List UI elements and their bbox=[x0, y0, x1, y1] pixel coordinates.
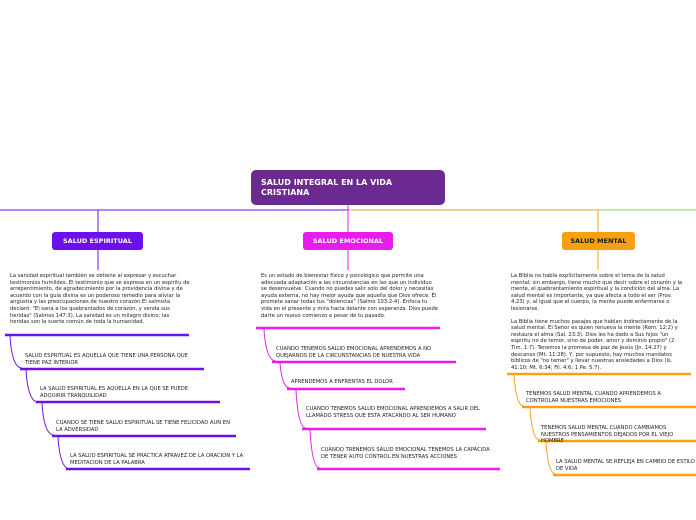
espiritual-topic-4[interactable]: LA SALUD ESPIRITUAL SE PRACTICA ATRAVEZ DE LA ORACION Y LA MEDITACION DE LA PALABRA bbox=[70, 453, 244, 466]
central-topic-title: SALUD INTEGRAL EN LA VIDA CRISTIANA bbox=[261, 178, 393, 197]
espiritual-description[interactable]: La sanidad espiritual también se obtiene al expresar y escuchar testimonios humildes. El testimonio que se expresa en un espíritu de arrepentimiento, de agradecimiento por la providencia divina y de acuerdo con la guía divina es un poderoso remedio para aliviar la angustia y las preocupaciones de nuestro corazón.El salmista declaró: "El sana a los quebrantados de corazón, y venda sus heridas" (Salmos 147:3). La sanidad es un milagro divino; las heridas son la suerte común de toda la humanidad. bbox=[10, 273, 190, 326]
branch-salud-emocional[interactable] bbox=[303, 232, 393, 250]
branch-salud-mental[interactable] bbox=[562, 232, 635, 250]
emocional-topic-1[interactable]: CUANDO TENEMOS SALUD EMOCIONAL APRENDEMOS A NO QUEJARNOS DE LA CIRCUNSTANCIAS DE NUESTRA VIDA bbox=[276, 346, 432, 359]
branch-label: SALUD EMOCIONAL bbox=[312, 237, 384, 245]
mental-description-paragraph-2: La Biblia tiene muchos pasajes que hablan indirectamente de la salud mental. El Señor es quien renueva la mente (Rom. 12:2) y restaura el alma (Sal. 23:3). Dios les ha dado a Sus hijos "un espíritu no de temor, sino de poder, amor y dominio propio" (2 Tim. 1:7). Tenemos la promesa de paz de Jesús (Jn. 14:27) y descanso (Mt. 11:28). Y, por supuesto, hay muchos mandatos bíblicos de "no temer" y llevar nuestras ansiedades a Dios (Is. 41:10; Mt. 6:34; Fil. 4:6; 1 Pe. 5:7). bbox=[511, 318, 678, 371]
branch-label: SALUD ESPIRITUAL bbox=[63, 237, 132, 245]
branch-label: SALUD MENTAL bbox=[570, 237, 627, 245]
espiritual-topic-2[interactable]: LA SALUD ESPIRITUAL ES AQUELLA EN LA QUE SE PUEDE ADQUIRIR TRANQUILIDAD bbox=[40, 386, 189, 399]
mental-description-paragraph-1: La Biblia no habla explícitamente sobre el tema de la salud mental; sin embargo, tiene mucho que decir sobre el corazón y la mente, el quebrantamiento espiritual y la condición del alma. La salud mental es importante, ya que afecta a todo el ser (Prov. 4:23) y, al igual que el cuerpo, la mente puede enfermarse o lesionarse. bbox=[511, 273, 683, 312]
emocional-description[interactable]: Es un estado de bienestar físico y psicológico que permite una adecuada adaptación a las circunstancias en las que un individuo se desenvuelve. Cuando no puedes salir solo del dolor y necesitas ayuda externa, no hay mejor ayuda que aquella que Dios ofrece. Él promete sanar todas tus "dolencias" (Salmo 103:2-4). Enfoca tu vida en el presente y mira hacia delante con esperanza. Dios puede darte un nuevo comienzo a pesar de tu pasado. bbox=[261, 273, 438, 319]
emocional-topic-4[interactable]: CUANDO TRENEMOS SALUD EMOCIONAL TENEMOS LA CAPACIDA DE TENER AUTO CONTROL EN NUESTRAS ACCIONES bbox=[321, 447, 490, 460]
espiritual-topic-3[interactable]: CUANDO SE TIENE SALUD ESPIRITUAL SE TIENE FELICIDAD AUN EN LA ADVERSIDAD bbox=[56, 420, 230, 433]
emocional-topic-2[interactable]: APRENDEMOS A ENFRENTAS EL DOLOR bbox=[291, 379, 393, 385]
mental-topic-1[interactable]: TENEMOS SALUD MENTAL CUANDO APRENDEMOS A CONTROLAR NUESTRAS EMOCIONES bbox=[526, 391, 661, 404]
emocional-topic-3[interactable]: CUANDO TENEMOS SALUD EMOCIONAL APRENDEMOS A SALIR DEL LLAMADO STRESS QUE ESTA ATACANDO AL SER HUMANO bbox=[306, 406, 480, 419]
mental-topic-3[interactable]: LA SALUD MENTAL SE REFLEJA EN CAMBIO DE ESTILO DE VIDA bbox=[556, 459, 695, 472]
branch-salud-espiritual[interactable] bbox=[52, 232, 143, 250]
central-topic[interactable] bbox=[251, 170, 445, 205]
mental-description[interactable] bbox=[511, 273, 686, 371]
espiritual-topic-1[interactable]: SALUD ESPRITUAL ES AQUELLA QUE TIENE UNA PERSONA QUE TIENE PAZ INTERIOR bbox=[25, 353, 188, 366]
mental-topic-2[interactable]: TENEMOS SALUD MENTAL CUANDO CAMBIAMOS NUESTROS PENSAMIENTOS DEJADOS POR EL VIEJO HOMBRE bbox=[541, 425, 674, 445]
